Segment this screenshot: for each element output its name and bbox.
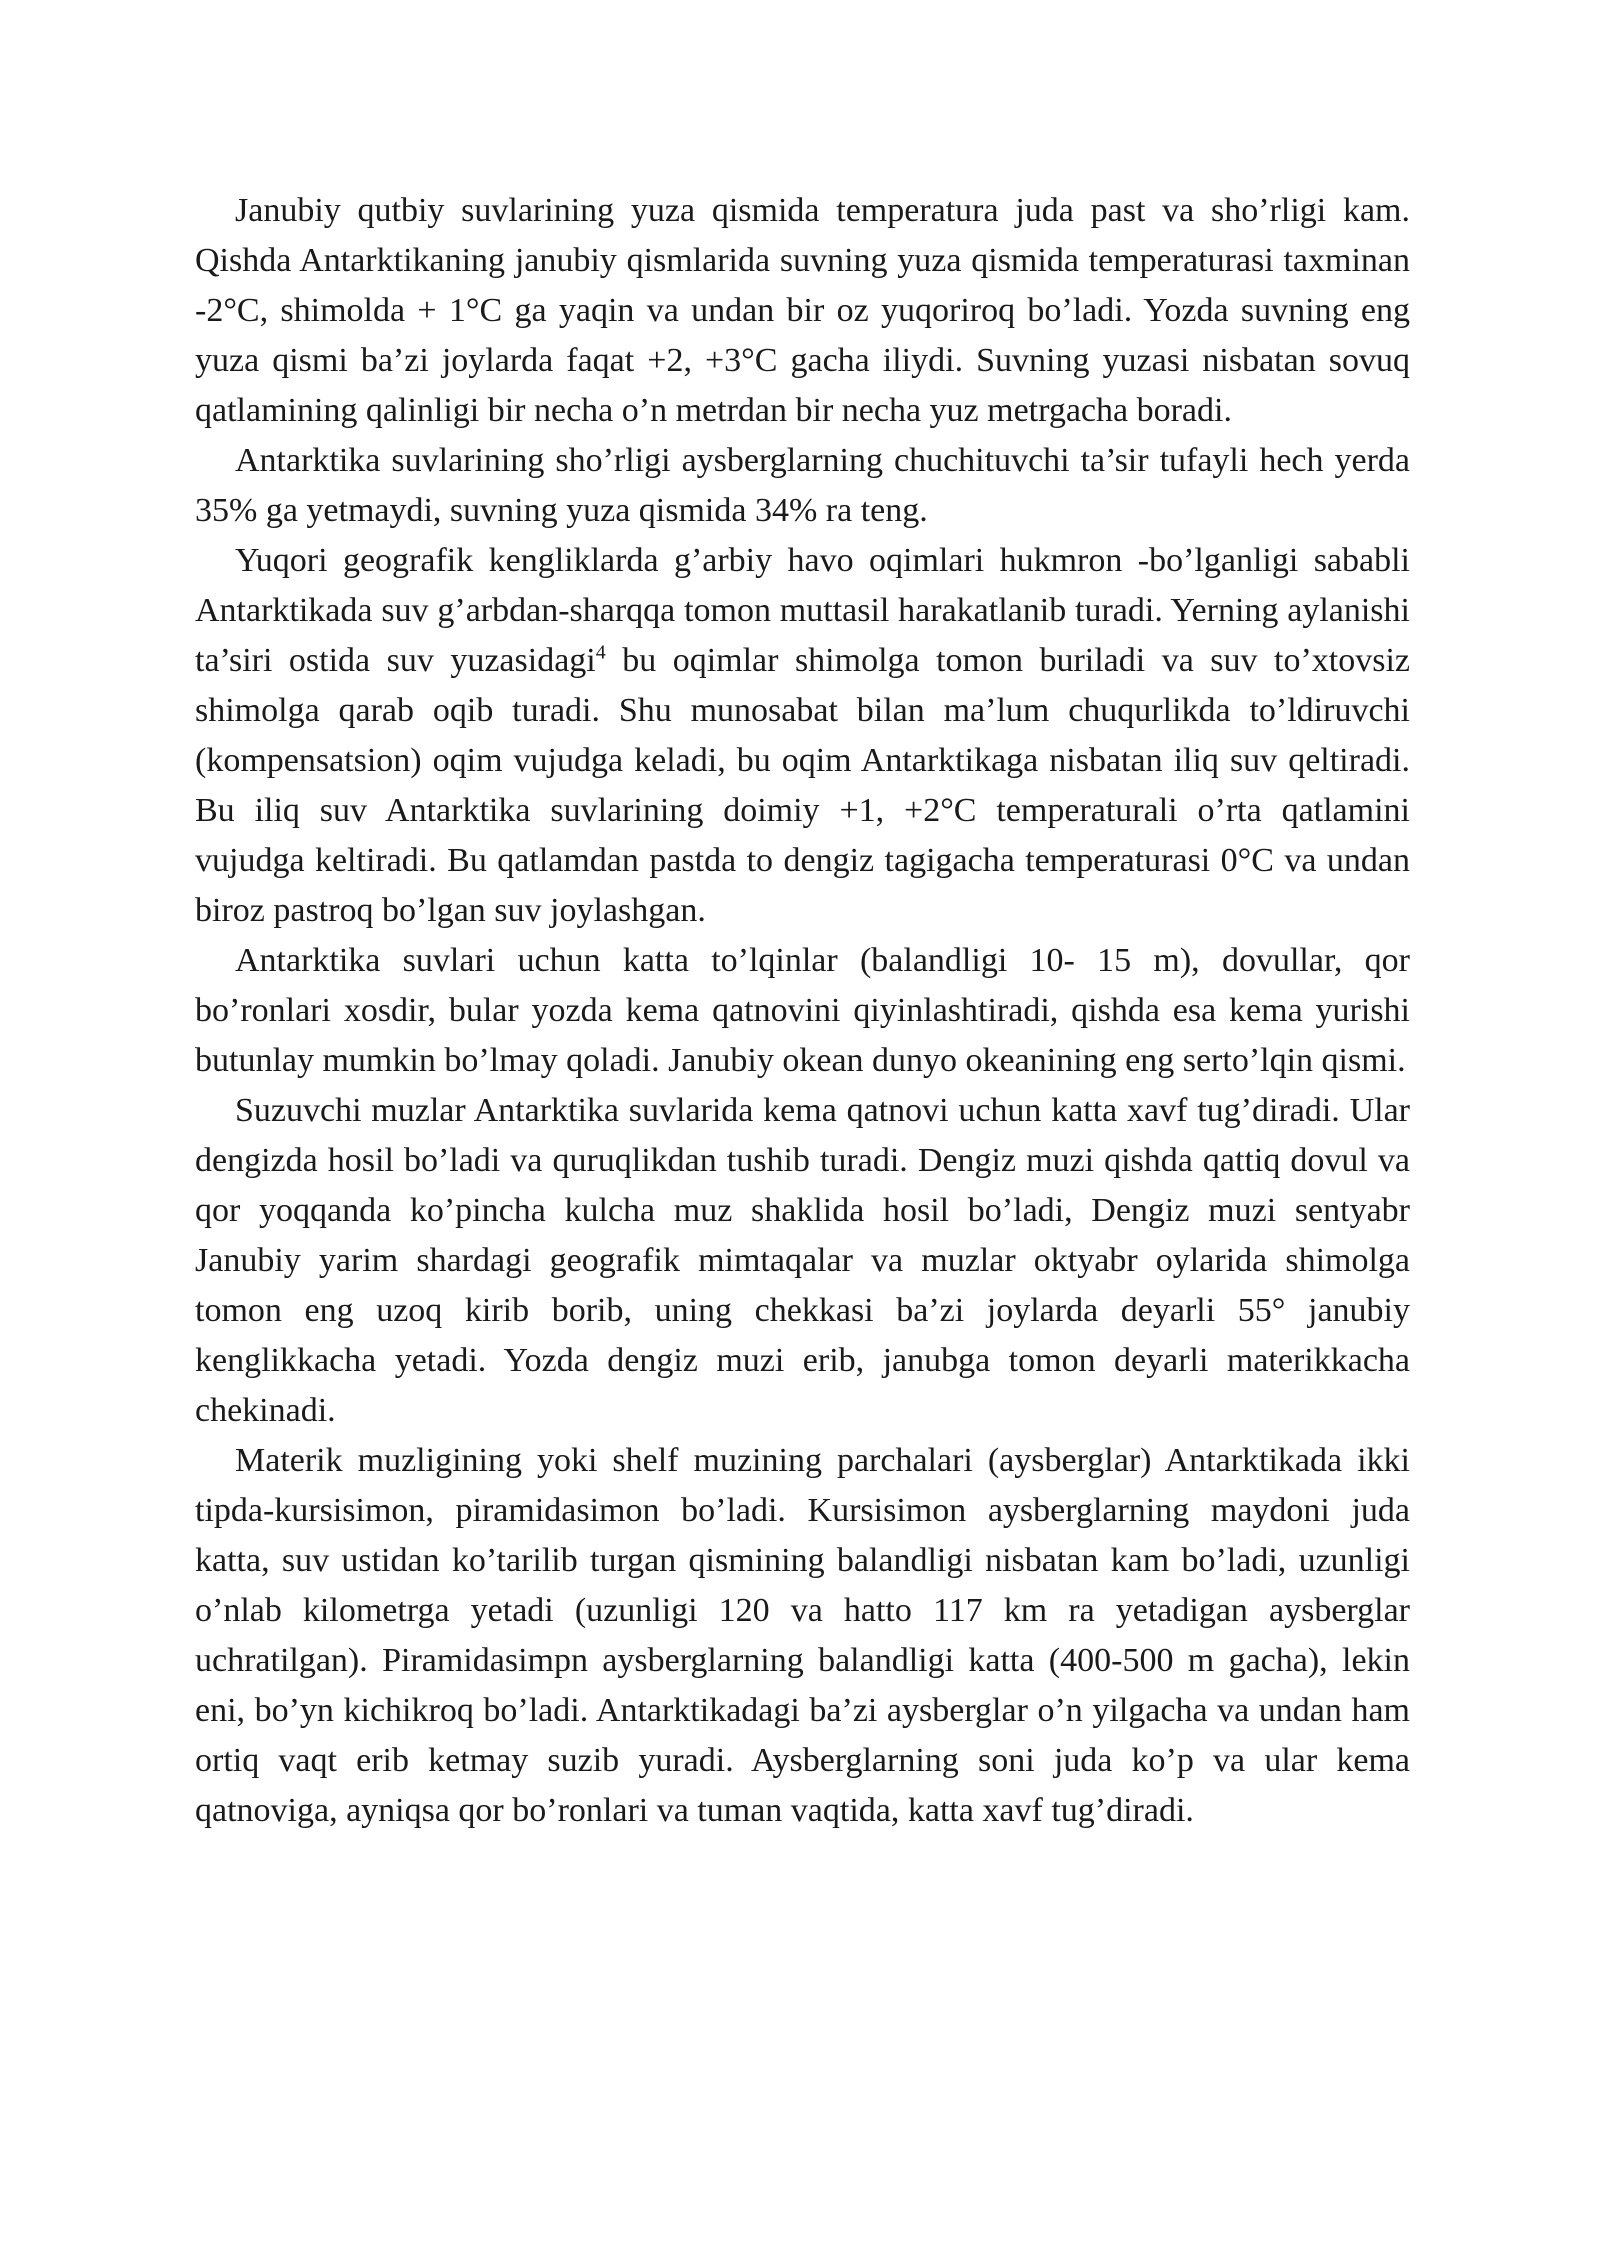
paragraph-icebergs: Materik muzligining yoki shelf muzining parchalari (aysberglar) Antarktikada ikki tipda-kursisimon, piramidasimon bo’ladi. Kursisimon aysberglarning maydoni juda katta, suv ustidan ko’tarilib turgan qismining balandligi nisbatan kam bo’ladi, uzunligi o’nlab kilometrga yetadi (uzunligi 120 va hatto 117 km ra yetadigan aysberglar uchratilgan). Piramidasimpn aysberglarning balandligi katta (400-500 m gacha), lekin eni, bo’yn kichikroq bo’ladi. Antarktikadagi ba’zi aysberglar o’n yilgacha va undan ham ortiq vaqt erib ketmay suzib yuradi. Aysberglarning soni juda ko’p va ular kema qatnoviga, ayniqsa qor bo’ronlari va tuman vaqtida, katta xavf tug’diradi. <box>195 1442 1410 1829</box>
footnote-marker: 4 <box>595 641 606 664</box>
paragraph-currents <box>195 536 1410 936</box>
paragraph-surface-temperature: Janubiy qutbiy suvlarining yuza qismida temperatura juda past va sho’rligi kam. Qishda Antarktikaning janubiy qismlarida suvning yuza qismida temperaturasi taxminan -2°C, shimolda + 1°C ga yaqin va undan bir oz yuqoriroq bo’ladi. Yozda suvning eng yuza qismi ba’zi joylarda faqat +2, +3°C gacha iliydi. Suvning yuzasi nisbatan sovuq qatlamining qalinligi bir necha o’n metrdan bir necha yuz metrgacha boradi. <box>195 192 1410 429</box>
paragraph-currents-text-before: Yuqori geografik kengliklarda g’arbiy havo oqimlari hukmron -bo’lganligi sababli Antarktikada suv g’arbdan-sharqqa tomon muttasil harakatlanib turadi. Yerning aylanishi ta’siri ostida suv yuzasidagi <box>195 542 1410 679</box>
paragraph-currents-text-after: bu oqimlar shimolga tomon buriladi va suv to’xtovsiz shimolga qarab oqib turadi. Shu munosabat bilan ma’lum chuqurlikda to’ldiruvchi (kompensatsion) oqim vujudga keladi, bu oqim Antarktikaga nisbatan iliq suv qeltiradi. Bu iliq suv Antarktika suvlarining doimiy +1, +2°C temperaturali o’rta qatlamini vujudga keltiradi. Bu qatlamdan pastda to dengiz tagigacha temperaturasi 0°C va undan biroz pastroq bo’lgan suv joylashgan. <box>195 642 1410 929</box>
paragraph-salinity: Antarktika suvlarining sho’rligi aysberglarning chuchituvchi ta’sir tufayli hech yerda 35% ga yetmaydi, suvning yuza qismida 34% ra teng. <box>195 442 1410 529</box>
paragraph-waves-storms: Antarktika suvlari uchun katta to’lqinlar (balandligi 10- 15 m), dovullar, qor bo’ronlari xosdir, bular yozda kema qatnovini qiyinlashtiradi, qishda esa kema yurishi butunlay mumkin bo’lmay qoladi. Janubiy okean dunyo okeanining eng serto’lqin qismi. <box>195 942 1410 1079</box>
document-page <box>195 186 1410 1836</box>
paragraph-floating-ice: Suzuvchi muzlar Antarktika suvlarida kema qatnovi uchun katta xavf tug’diradi. Ular dengizda hosil bo’ladi va quruqlikdan tushib turadi. Dengiz muzi qishda qattiq dovul va qor yoqqanda ko’pincha kulcha muz shaklida hosil bo’ladi, Dengiz muzi sentyabr Janubiy yarim shardagi geografik mimtaqalar va muzlar oktyabr oylarida shimolga tomon eng uzoq kirib borib, uning chekkasi ba’zi joylarda deyarli 55° janubiy kenglikkacha yetadi. Yozda dengiz muzi erib, janubga tomon deyarli materikkacha chekinadi. <box>195 1092 1410 1429</box>
